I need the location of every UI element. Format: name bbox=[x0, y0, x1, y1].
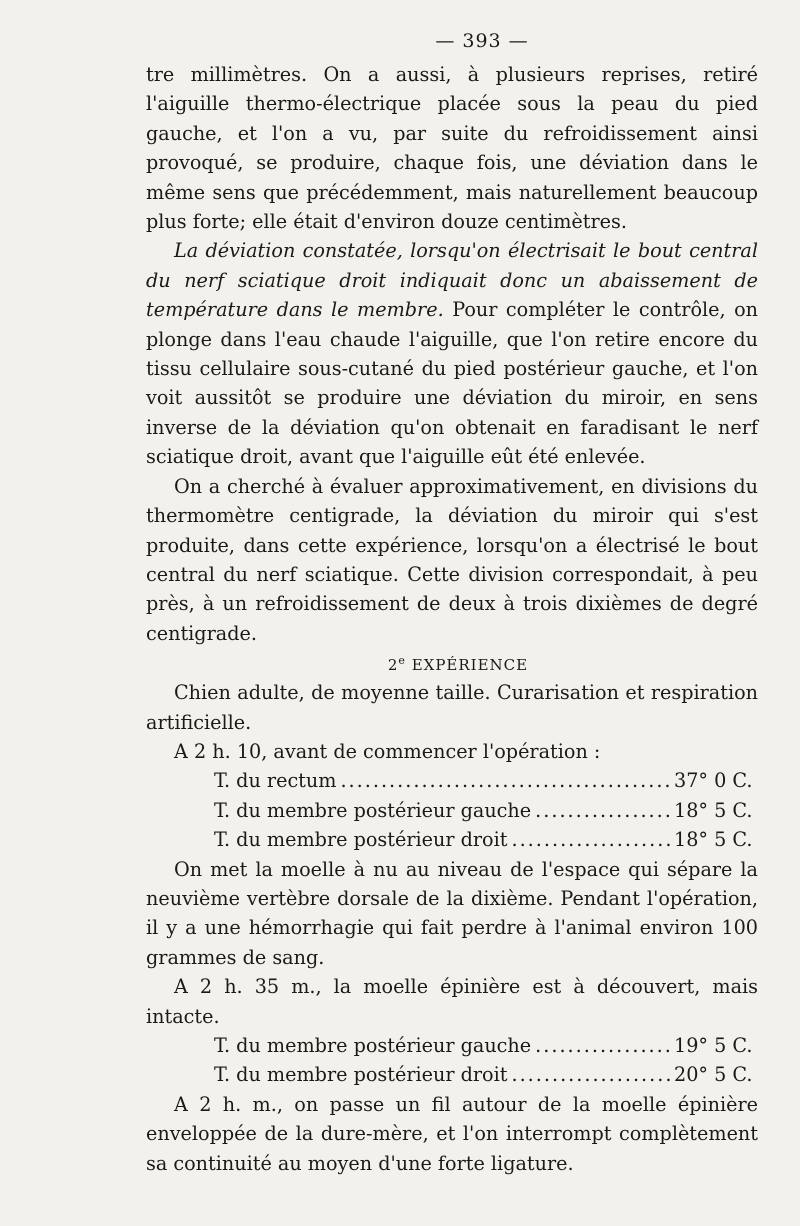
measurement-label: T. du membre postérieur droit bbox=[214, 828, 508, 852]
leader-dots bbox=[511, 825, 670, 854]
leader-dots bbox=[535, 1031, 670, 1060]
measurement-value: 18° 5 C. bbox=[674, 798, 753, 822]
section-sup: e bbox=[398, 654, 406, 668]
leader-dots bbox=[340, 766, 670, 795]
section-heading bbox=[146, 648, 758, 678]
paragraph-6: On met la moelle à nu au niveau de l'espace qui sépare la neuvième vertèbre dorsale de la dixième. Pendant l'opération, il y a une hémorrhagie qui fait perdre à l'animal environ 100 grammes de sang. bbox=[146, 857, 758, 969]
measurement-row bbox=[146, 796, 758, 825]
paragraph-8: A 2 h. m., on passe un fil autour de la moelle épinière enveloppée de la dure-mère, et l'on interrompt complètement sa continuité au moyen d'une forte ligature. bbox=[146, 1092, 758, 1175]
measurement-row bbox=[146, 1031, 758, 1060]
measurement-label: T. du membre postérieur gauche bbox=[214, 1034, 532, 1057]
measurement-row bbox=[146, 825, 758, 854]
measurement-value: 20° 5 C. bbox=[674, 1063, 753, 1087]
measurement-row bbox=[146, 766, 758, 795]
paragraph-2-rest: Pour compléter le contrôle, on plonge dans l'eau chaude l'aiguille, que l'on retire encore du tissu cellulaire sous-cutané du pied postérieur gauche, et l'on voit aussitôt se produire une déviation du miroir, en sens inverse de la déviation qu'on obtenait en faradisant le nerf sciatique droit, avant que l'aiguille eût été enlevée. bbox=[146, 298, 758, 469]
page-number: — 393 — bbox=[435, 30, 529, 52]
measurement-list-2 bbox=[146, 1031, 758, 1090]
paragraph-7: A 2 h. 35 m., la moelle épinière est à découvert, mais intacte. bbox=[146, 975, 758, 1028]
measurement-label: T. du rectum bbox=[214, 769, 337, 793]
paragraph-2-italic: La déviation constatée, lorsqu'on électrisait le bout central du nerf sciatique droit indiquait donc un abaissement de température dans le membre. bbox=[146, 239, 758, 322]
measurement-value: 18° 5 C. bbox=[674, 828, 753, 852]
measurement-label: T. du membre postérieur droit bbox=[214, 1063, 508, 1087]
paragraph-4: Chien adulte, de moyenne taille. Curarisation et respiration artificielle. bbox=[146, 681, 758, 734]
paragraph-5: A 2 h. 10, avant de commencer l'opération : bbox=[174, 739, 601, 763]
measurement-value: 19° 5 C. bbox=[674, 1034, 753, 1057]
measurement-value: 37° 0 C. bbox=[674, 769, 753, 793]
leader-dots bbox=[535, 796, 670, 825]
section-title: EXPÉRIENCE bbox=[405, 656, 529, 675]
paragraph-3: On a cherché à évaluer approximativement, en divisions du thermomètre centigrade, la déviation du miroir qui s'est produite, dans cette expérience, lorsqu'on a électrisé le bout central du nerf sciatique. Cette division correspondait, à peu près, à un refroidissement de deux à trois dixièmes de degré centigrade. bbox=[146, 474, 758, 645]
leader-dots bbox=[511, 1060, 670, 1089]
measurement-label: T. du membre postérieur gauche bbox=[214, 798, 532, 822]
section-number: 2 bbox=[387, 656, 399, 675]
paragraph-1: tre millimètres. On a aussi, à plusieurs reprises, retiré l'aiguille thermo-électrique placée sous la peau du pied gauche, et l'on a vu, par suite du refroidissement ainsi provoqué, se produire, chaque fois, une déviation dans le même sens que précédemment, mais naturellement beaucoup plus forte; elle était d'environ douze centimètres. bbox=[146, 63, 758, 234]
measurement-row bbox=[146, 1060, 758, 1089]
paragraph-2 bbox=[146, 236, 758, 471]
measurement-list-1 bbox=[146, 766, 758, 854]
